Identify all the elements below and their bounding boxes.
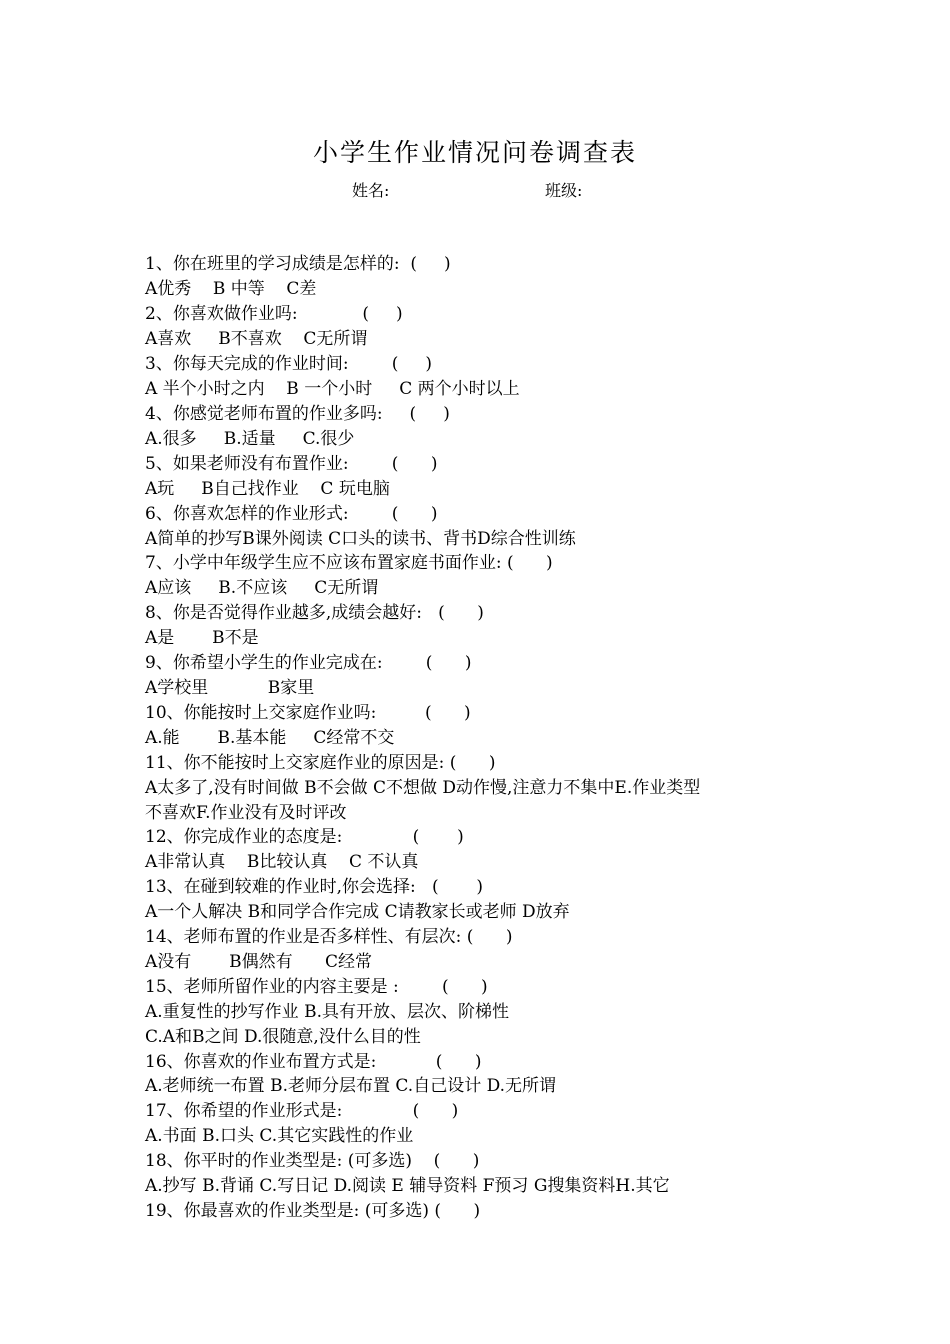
question-options: A.能 B.基本能 C经常不交 <box>145 728 395 748</box>
question-options: A没有 B偶然有 C经常 <box>145 952 373 972</box>
question-options: A.老师统一布置 B.老师分层布置 C.自己设计 D.无所谓 <box>145 1076 557 1096</box>
question-line: 11、你不能按时上交家庭作业的原因是: ( ) <box>145 753 496 773</box>
question-line: 3、你每天完成的作业时间: ( ) <box>145 354 433 374</box>
question-line: 18、你平时的作业类型是: (可多选) ( ) <box>145 1151 480 1171</box>
question-options: A应该 B.不应该 C无所谓 <box>145 578 379 598</box>
question-options: A.抄写 B.背诵 C.写日记 D.阅读 E 辅导资料 F预习 G搜集资料H.其它 <box>145 1176 670 1196</box>
question-line: 15、老师所留作业的内容主要是 : ( ) <box>145 977 488 997</box>
question-line: 2、你喜欢做作业吗: ( ) <box>145 304 403 324</box>
question-line: 16、你喜欢的作业布置方式是: ( ) <box>145 1052 482 1072</box>
question-options: A优秀 B 中等 C差 <box>145 279 317 299</box>
question-options: 不喜欢F.作业没有及时评改 <box>145 803 347 823</box>
question-line: 4、你感觉老师布置的作业多吗: ( ) <box>145 404 450 424</box>
question-options: A.重复性的抄写作业 B.具有开放、层次、阶梯性 <box>145 1002 509 1022</box>
name-label: 姓名: <box>352 181 390 200</box>
question-options: A喜欢 B不喜欢 C无所谓 <box>145 329 368 349</box>
question-line: 13、在碰到较难的作业时,你会选择: ( ) <box>145 877 484 897</box>
question-line: 8、你是否觉得作业越多,成绩会越好: ( ) <box>145 603 484 623</box>
question-line: 1、你在班里的学习成绩是怎样的: ( ) <box>145 254 451 274</box>
question-options: A.书面 B.口头 C.其它实践性的作业 <box>145 1126 414 1146</box>
question-options: A简单的抄写B课外阅读 C口头的读书、背书D综合性训练 <box>145 529 576 549</box>
question-line: 17、你希望的作业形式是: ( ) <box>145 1101 459 1121</box>
question-options: A是 B不是 <box>145 628 259 648</box>
question-options: A玩 B自己找作业 C 玩电脑 <box>145 479 390 499</box>
question-options: A 半个小时之内 B 一个小时 C 两个小时以上 <box>145 379 520 399</box>
question-options: A一个人解决 B和同学合作完成 C请教家长或老师 D放弃 <box>145 902 570 922</box>
question-line: 12、你完成作业的态度是: ( ) <box>145 827 464 847</box>
question-line: 14、老师布置的作业是否多样性、有层次: ( ) <box>145 927 513 947</box>
question-options: A.很多 B.适量 C.很少 <box>145 429 355 449</box>
page-title: 小学生作业情况问卷调查表 <box>312 138 637 167</box>
class-label: 班级: <box>545 181 583 200</box>
question-line: 9、你希望小学生的作业完成在: ( ) <box>145 653 472 673</box>
question-options: A学校里 B家里 <box>145 678 315 698</box>
question-options: A太多了,没有时间做 B不会做 C不想做 D动作慢,注意力不集中E.作业类型 <box>145 778 701 798</box>
question-options: C.A和B之间 D.很随意,没什么目的性 <box>145 1027 421 1047</box>
question-line: 19、你最喜欢的作业类型是: (可多选) ( ) <box>145 1201 481 1221</box>
question-options: A非常认真 B比较认真 C 不认真 <box>145 852 419 872</box>
question-line: 10、你能按时上交家庭作业吗: ( ) <box>145 703 471 723</box>
question-line: 7、小学中年级学生应不应该布置家庭书面作业: ( ) <box>145 553 553 573</box>
question-line: 5、如果老师没有布置作业: ( ) <box>145 454 438 474</box>
question-line: 6、你喜欢怎样的作业形式: ( ) <box>145 504 438 524</box>
